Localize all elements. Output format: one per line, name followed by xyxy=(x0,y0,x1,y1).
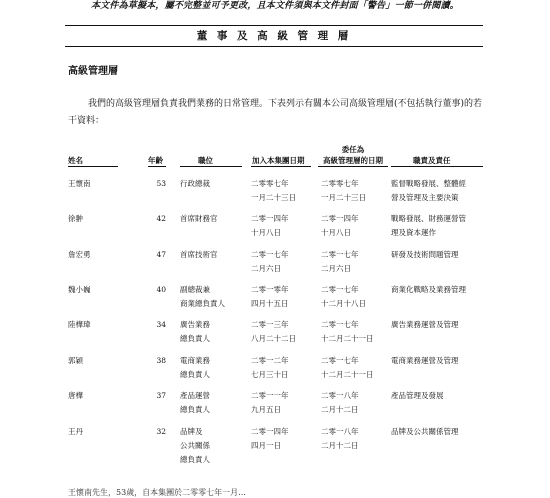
table-row-appointment-date xyxy=(321,425,381,453)
table-row-join-date xyxy=(251,389,309,417)
table-row-duties-line: 商業化戰略及業務管理 xyxy=(391,285,466,294)
table-row-join-date-line: 二零一三年 xyxy=(251,320,289,329)
table-row-name xyxy=(68,212,150,226)
table-row-appointment-date xyxy=(321,177,381,205)
table-row-age: 32 xyxy=(156,427,166,436)
table-row-age: 38 xyxy=(156,356,166,365)
table-row-join-date xyxy=(251,212,309,240)
table-row-position-line: 電商業務 xyxy=(180,356,210,365)
table-row-join-date-line: 二零零七年 xyxy=(251,179,289,188)
table-row-position-line: 行政總裁 xyxy=(180,179,210,188)
header-position: 職位 xyxy=(198,156,213,165)
table-row-position xyxy=(180,248,242,262)
row-name-text: 陸樺瑋 xyxy=(68,320,91,329)
table-row-name xyxy=(68,354,150,368)
table-row-join-date-line: 二零一四年 xyxy=(251,427,289,436)
table-row-name xyxy=(68,389,150,403)
table-row-appointment-date-line: 十二月十八日 xyxy=(321,299,366,308)
table-row-position-line: 總負責人 xyxy=(180,405,210,414)
table-row-appointment-date-line: 二零零七年 xyxy=(321,179,359,188)
table-row-appointment-date-line: 二零一八年 xyxy=(321,427,359,436)
table-row-appointment-date-line: 二零一七年 xyxy=(321,250,359,259)
table-row-join-date-line: 二月六日 xyxy=(251,264,281,273)
header-appointment-1: 委任為 xyxy=(341,145,365,154)
intro-paragraph: 我們的高級管理層負責我們業務的日常管理。下表列示有關本公司高級管理層(不包括執行董事)的若干資料： xyxy=(68,99,483,126)
table-row-duties-line: 品牌及公共關係管理 xyxy=(391,427,459,436)
table-row-duties-line: 電商業務運營及管理 xyxy=(391,356,459,365)
table-row-position xyxy=(180,283,242,311)
header-duties: 職責及責任 xyxy=(413,156,451,165)
section-rule-bottom xyxy=(65,46,483,47)
header-underline-position xyxy=(180,166,242,167)
section-rule-top xyxy=(65,25,483,26)
table-row-age: 53 xyxy=(156,179,166,188)
table-row-appointment-date xyxy=(321,283,381,311)
row-name-text: 王丹 xyxy=(68,427,83,436)
table-row-position xyxy=(180,318,242,346)
table-row-age: 40 xyxy=(156,285,166,294)
table-row-appointment-date-line: 二月六日 xyxy=(321,264,351,273)
table-row-duties-line: 營及管理及主要決策 xyxy=(391,193,459,202)
table-row-duties-line: 監督戰略發展、整體經 xyxy=(391,179,466,188)
table-row-position xyxy=(180,354,242,382)
row-name-text: 郭穎 xyxy=(68,356,83,365)
table-row-join-date-line: 二零一四年 xyxy=(251,214,289,223)
table-row-position xyxy=(180,425,242,467)
table-row-position-line: 品牌及 xyxy=(180,427,203,436)
table-row-join-date xyxy=(251,283,309,311)
table-row-appointment-date-line: 二月十二日 xyxy=(321,441,359,450)
table-row-join-date-line: 七月三十日 xyxy=(251,370,289,379)
table-row-appointment-date-line: 十二月二十一日 xyxy=(321,370,374,379)
table-row-duties-line: 研發及技術問題管理 xyxy=(391,250,459,259)
table-row-position-line: 廣告業務 xyxy=(180,320,210,329)
table-row-appointment-date-line: 二零一七年 xyxy=(321,320,359,329)
table-row-join-date-line: 二零一二年 xyxy=(251,356,289,365)
table-row-appointment-date xyxy=(321,318,381,346)
table-row-age: 47 xyxy=(156,250,166,259)
next-paragraph-fragment: 王懷南先生，53歲，自本集團於二零零七年一月... xyxy=(68,488,246,497)
table-row-duties xyxy=(391,425,483,439)
table-row-join-date-line: 八月二十二日 xyxy=(251,334,296,343)
row-name-text: 魏小巍 xyxy=(68,285,91,294)
table-row-age: 37 xyxy=(156,391,166,400)
table-row-duties xyxy=(391,283,483,297)
table-row-join-date-line: 二零一七年 xyxy=(251,250,289,259)
table-row-name xyxy=(68,177,150,191)
table-row-duties xyxy=(391,318,483,332)
table-row-name xyxy=(68,318,150,332)
table-row-duties-line: 理及資本運作 xyxy=(391,228,436,237)
header-underline-join xyxy=(251,166,311,167)
table-row-name xyxy=(68,248,150,262)
table-row-join-date xyxy=(251,425,309,453)
table-row-position xyxy=(180,212,242,226)
table-row-join-date-line: 九月五日 xyxy=(251,405,281,414)
table-row-join-date xyxy=(251,354,309,382)
table-row-position-line: 副總裁兼 xyxy=(180,285,210,294)
table-row-appointment-date-line: 二月十二日 xyxy=(321,405,359,414)
row-name-text: 王懷南 xyxy=(68,179,91,188)
table-row-age: 34 xyxy=(156,320,166,329)
table-row-appointment-date-line: 一月二十三日 xyxy=(321,193,366,202)
table-row-name xyxy=(68,425,150,439)
header-join-date: 加入本集團日期 xyxy=(252,156,305,165)
table-row-join-date-line: 四月一日 xyxy=(251,441,281,450)
table-row-appointment-date-line: 二零一八年 xyxy=(321,391,359,400)
table-row-position-line: 總負責人 xyxy=(180,455,210,464)
row-name-text: 徐翀 xyxy=(68,214,83,223)
table-row-position-line: 首席財務官 xyxy=(180,214,218,223)
table-row-duties xyxy=(391,354,483,368)
table-row-appointment-date xyxy=(321,212,381,240)
row-name-text: 詹宏勇 xyxy=(68,250,91,259)
table-row-position-line: 總負責人 xyxy=(180,334,210,343)
table-row-join-date-line: 十月八日 xyxy=(251,228,281,237)
table-row-position-line: 首席技術官 xyxy=(180,250,218,259)
table-row-position-line: 公共關係 xyxy=(180,441,210,450)
table-row-join-date xyxy=(251,318,309,346)
table-row-appointment-date xyxy=(321,389,381,417)
header-underline-name xyxy=(68,166,118,167)
row-name-text: 唐樺 xyxy=(68,391,83,400)
sub-heading: 高級管理層 xyxy=(68,66,118,77)
header-underline-duties xyxy=(391,166,483,167)
table-row-duties xyxy=(391,389,483,403)
header-underline-appointment xyxy=(318,166,388,167)
table-row-join-date xyxy=(251,177,309,205)
table-row-duties xyxy=(391,248,483,262)
table-row-appointment-date-line: 二零一七年 xyxy=(321,285,359,294)
table-row-duties xyxy=(391,212,483,240)
header-age: 年齡 xyxy=(148,156,163,165)
table-row-age: 42 xyxy=(156,214,166,223)
table-row-appointment-date-line: 十二月二十一日 xyxy=(321,334,374,343)
table-row-appointment-date xyxy=(321,354,381,382)
table-row-duties-line: 廣告業務運營及管理 xyxy=(391,320,459,329)
table-row-appointment-date-line: 二零一四年 xyxy=(321,214,359,223)
table-row-join-date xyxy=(251,248,309,276)
table-row-appointment-date xyxy=(321,248,381,276)
header-name: 姓名 xyxy=(68,156,83,165)
draft-notice: 本文件為草擬本，屬不完整並可予更改，且本文件須與本文件封面「警告」一節一併閱讀。 xyxy=(90,1,459,11)
table-row-duties-line: 戰略發展、財務運營管 xyxy=(391,214,466,223)
section-title: 董 事 及 高 級 管 理 層 xyxy=(196,30,352,42)
table-row-appointment-date-line: 十月八日 xyxy=(321,228,351,237)
table-row-duties-line: 產品管理及發展 xyxy=(391,391,444,400)
header-appointment-2: 高級管理層的日期 xyxy=(323,156,383,165)
table-row-position-line: 商業總負責人 xyxy=(180,299,225,308)
table-row-position xyxy=(180,177,242,191)
table-row-position-line: 總負責人 xyxy=(180,370,210,379)
table-row-join-date-line: 二零一零年 xyxy=(251,285,289,294)
table-row-position xyxy=(180,389,242,417)
table-row-name xyxy=(68,283,150,297)
table-row-position-line: 產品運營 xyxy=(180,391,210,400)
table-row-appointment-date-line: 二零一七年 xyxy=(321,356,359,365)
header-underline-age xyxy=(148,166,166,167)
table-row-join-date-line: 四月十五日 xyxy=(251,299,289,308)
table-row-join-date-line: 二零一一年 xyxy=(251,391,289,400)
table-row-duties xyxy=(391,177,483,205)
table-row-join-date-line: 一月二十三日 xyxy=(251,193,296,202)
